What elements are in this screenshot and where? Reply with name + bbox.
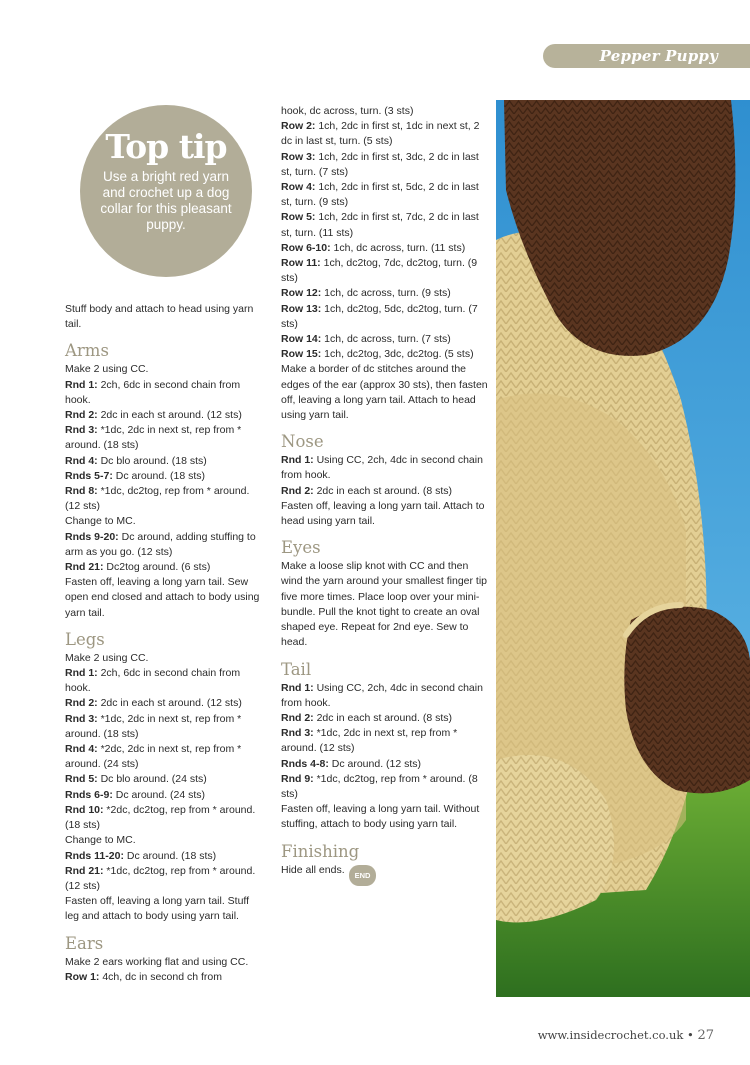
instruction-line — [281, 726, 489, 756]
instruction-label: Row 1: — [65, 970, 100, 983]
instruction-text: 1ch, dc2tog, 3dc, dc2tog. (5 sts) — [321, 348, 474, 361]
instruction-text: Dc around. (24 sts) — [112, 788, 206, 801]
legs-instructions — [65, 651, 265, 925]
ears-heading: Ears — [65, 933, 104, 953]
instruction-text: 1ch, dc2tog, 5dc, dc2tog, turn. (7 sts) — [281, 302, 478, 330]
instruction-label: Rnd 1: — [281, 454, 314, 467]
ears-instructions-continued — [281, 104, 489, 423]
instruction-label: Rnd 1: — [65, 378, 98, 391]
puppy-photo — [496, 100, 750, 997]
instruction-line — [281, 332, 489, 347]
instruction-label: Row 15: — [281, 348, 322, 361]
instruction-label: Rnds 6-9: — [65, 788, 113, 801]
instruction-text: *2dc, dc2tog, rep from * around. (18 sts) — [65, 803, 256, 832]
page-footer — [538, 1028, 714, 1043]
instruction-label: Rnd 4: — [65, 454, 98, 467]
instruction-label: Rnd 5: — [65, 773, 98, 786]
nose-instructions — [281, 453, 489, 529]
instruction-label: Rnd 3: — [65, 712, 98, 725]
instruction-label: Rnd 3: — [281, 727, 314, 740]
instruction-text: 1ch, dc2tog, 7dc, dc2tog, turn. (9 sts) — [281, 257, 478, 285]
instruction-label: Row 14: — [281, 333, 322, 346]
instruction-text: *2dc, 2dc in next st, rep from * around. (24 sts) — [65, 743, 242, 771]
eyes-heading: Eyes — [281, 538, 321, 558]
instruction-label: Row 4: — [281, 181, 316, 194]
top-tip-title: Top tip — [105, 127, 227, 166]
instruction-text: *1dc, dc2tog, rep from * around. (8 sts) — [281, 772, 478, 800]
instruction-text: 2ch, 6dc in second chain from hook. — [65, 378, 241, 406]
instruction-text: Change to MC. — [65, 834, 136, 847]
instruction-line — [65, 803, 265, 833]
instruction-label: Rnd 8: — [65, 485, 98, 498]
instruction-text: 1ch, dc across, turn. (7 sts) — [321, 333, 451, 346]
instruction-line — [65, 514, 265, 529]
instruction-text: *1dc, 2dc in next st, rep from * around. (18 sts) — [65, 424, 242, 452]
instruction-line — [281, 119, 489, 149]
instruction-line — [281, 499, 489, 529]
nose-heading: Nose — [281, 432, 324, 452]
instruction-line — [281, 150, 489, 180]
instruction-label: Rnds 5-7: — [65, 469, 113, 482]
instruction-line — [281, 711, 489, 726]
instruction-line — [281, 757, 489, 772]
instruction-line — [65, 833, 265, 848]
instruction-label: Rnd 3: — [65, 424, 98, 437]
instruction-label: Rnd 1: — [281, 681, 314, 694]
arms-instructions — [65, 362, 265, 620]
top-tip-circle — [80, 105, 252, 277]
instruction-text: *1dc, 2dc in next st, rep from * around. (18 sts) — [65, 712, 242, 740]
instruction-line — [65, 575, 265, 621]
instruction-line — [65, 894, 265, 924]
instruction-text: Change to MC. — [65, 515, 136, 528]
instruction-line — [281, 802, 489, 832]
instruction-line — [65, 378, 265, 408]
instruction-label: Rnd 2: — [65, 409, 98, 422]
instruction-text: Make a loose slip knot with CC and then wind the yarn around your smallest finger tip five more times. Place loop over your mini-bundle. Pull the knot tight to create an oval shaped eye. Repeat for 2nd eye. Sew to head. — [281, 560, 488, 649]
footer-url: www.insidecrochet.co.uk — [537, 1028, 684, 1042]
instruction-text: Make 2 using CC. — [65, 651, 149, 664]
instruction-line — [65, 849, 265, 864]
instruction-label: Rnd 21: — [65, 864, 104, 877]
instruction-label: Rnd 21: — [65, 561, 104, 574]
finishing-instructions — [281, 863, 489, 886]
instruction-text: Dc blo around. (18 sts) — [97, 454, 207, 467]
instruction-text: 1ch, 2dc in first st, 1dc in next st, 2 dc in last st, turn. (5 sts) — [281, 120, 480, 148]
instruction-line — [281, 210, 489, 240]
instruction-label: Rnd 1: — [65, 667, 98, 680]
instruction-line — [65, 772, 265, 787]
instruction-text: Fasten off, leaving a long yarn tail. Sew open end closed and attach to body using yarn tail. — [65, 576, 260, 619]
instruction-text: 2dc in each st around. (8 sts) — [313, 711, 452, 724]
instruction-text: 2dc in each st around. (12 sts) — [97, 409, 242, 422]
instruction-line — [281, 241, 489, 256]
puppy-illustration — [496, 100, 750, 997]
instruction-text: hook, dc across, turn. (3 sts) — [281, 105, 414, 117]
end-badge: END — [349, 865, 377, 886]
instruction-line — [65, 712, 265, 742]
instruction-line — [281, 484, 489, 499]
instruction-text: Using CC, 2ch, 4dc in second chain from hook. — [281, 681, 483, 709]
footer-bullet: • — [687, 1028, 694, 1042]
instruction-text: 1ch, dc across, turn. (9 sts) — [321, 287, 451, 300]
instruction-text: 4ch, dc in second ch from — [99, 970, 222, 983]
top-tip-text: Use a bright red yarn and crochet up a dog collar for this pleasant puppy. — [100, 169, 232, 232]
instruction-label: Rnd 2: — [281, 484, 314, 497]
intro-text: Stuff body and attach to head using yarn tail. — [65, 303, 254, 331]
instruction-text: Make a border of dc stitches around the edges of the ear (approx 30 sts), then fasten off, leaving a long yarn tail. Attach to head using yarn tail. — [281, 363, 488, 422]
tail-heading: Tail — [281, 659, 312, 679]
instruction-line — [65, 484, 265, 514]
instruction-line — [281, 347, 489, 362]
instruction-text: Dc around. (12 sts) — [328, 757, 422, 770]
instruction-text: 1ch, dc across, turn. (11 sts) — [330, 241, 466, 254]
instruction-line — [281, 302, 489, 332]
instruction-text: Dc2tog around. (6 sts) — [103, 561, 211, 574]
instruction-text: Fasten off, leaving a long yarn tail. Stuff leg and attach to body using yarn tail. — [65, 895, 250, 923]
instruction-line — [281, 256, 489, 286]
instruction-line — [281, 286, 489, 301]
instruction-line — [65, 454, 265, 469]
instruction-label: Rnd 10: — [65, 803, 104, 816]
instruction-label: Rnds 9-20: — [65, 530, 119, 543]
arms-heading: Arms — [65, 341, 109, 361]
instruction-line — [65, 560, 265, 575]
instruction-text: 2ch, 6dc in second chain from hook. — [65, 667, 241, 695]
instruction-text: Dc around. (18 sts) — [112, 469, 206, 482]
instruction-label: Rnds 11-20: — [65, 849, 124, 862]
legs-heading: Legs — [65, 629, 105, 649]
instruction-text: Using CC, 2ch, 4dc in second chain from hook. — [281, 454, 483, 482]
instruction-text: *1dc, dc2tog, rep from * around. (12 sts) — [65, 864, 256, 892]
instruction-line — [281, 681, 489, 711]
instruction-text: 2dc in each st around. (8 sts) — [313, 484, 452, 497]
instruction-line — [65, 423, 265, 453]
instruction-text: *1dc, 2dc in next st, rep from * around. (12 sts) — [281, 727, 458, 755]
instruction-line — [65, 362, 265, 377]
finishing-text: Hide all ends. — [281, 863, 345, 876]
eyes-instructions — [281, 559, 489, 650]
instruction-line — [65, 955, 265, 970]
tail-instructions — [281, 681, 489, 833]
instruction-label: Row 11: — [281, 257, 321, 270]
instruction-line — [281, 104, 489, 119]
instruction-label: Rnds 4-8: — [281, 757, 329, 770]
instruction-text: Fasten off, leaving a long yarn tail. Attach to head using yarn tail. — [281, 499, 485, 528]
instruction-line — [281, 362, 489, 423]
left-column — [65, 302, 265, 985]
instruction-text: 2dc in each st around. (12 sts) — [97, 697, 242, 710]
instruction-line — [65, 742, 265, 772]
instruction-line — [65, 408, 265, 423]
instruction-label: Row 12: — [281, 287, 322, 300]
instruction-line — [281, 180, 489, 210]
instruction-text: 1ch, 2dc in first st, 7dc, 2 dc in last st, turn. (11 sts) — [281, 211, 479, 239]
instruction-text: 1ch, 2dc in first st, 5dc, 2 dc in last st, turn. (9 sts) — [281, 181, 479, 209]
instruction-label: Rnd 9: — [281, 772, 314, 785]
instruction-line — [281, 772, 489, 802]
ears-instructions — [65, 955, 265, 985]
instruction-label: Rnd 2: — [65, 697, 98, 710]
instruction-label: Rnd 4: — [65, 743, 98, 756]
instruction-line — [65, 666, 265, 696]
instruction-line — [65, 530, 265, 560]
instruction-line — [65, 651, 265, 666]
instruction-line — [281, 559, 489, 650]
instruction-label: Row 5: — [281, 211, 316, 224]
instruction-text: Dc blo around. (24 sts) — [97, 773, 207, 786]
instruction-line — [65, 864, 265, 894]
instruction-text: Make 2 using CC. — [65, 363, 149, 376]
finishing-heading: Finishing — [281, 841, 360, 861]
instruction-line — [65, 788, 265, 803]
page-number: 27 — [697, 1028, 714, 1043]
instruction-text: 1ch, 2dc in first st, 3dc, 2 dc in last st, turn. (7 sts) — [281, 150, 479, 178]
instruction-text: Make 2 ears working flat and using CC. — [65, 955, 249, 968]
instruction-label: Row 2: — [281, 120, 316, 133]
instruction-text: Dc around. (18 sts) — [123, 849, 217, 862]
instruction-label: Row 3: — [281, 150, 316, 163]
instruction-label: Row 13: — [281, 302, 322, 315]
middle-column — [281, 104, 489, 886]
header-title: Pepper Puppy — [599, 47, 718, 65]
instruction-label: Rnd 2: — [281, 711, 314, 724]
instruction-line — [65, 469, 265, 484]
instruction-line — [65, 970, 265, 985]
header-banner — [543, 44, 750, 68]
instruction-text: Dc around, adding stuffing to arm as you go. (12 sts) — [65, 530, 256, 558]
instruction-text: *1dc, dc2tog, rep from * around. (12 sts) — [65, 485, 250, 513]
instruction-text: Fasten off, leaving a long yarn tail. Without stuffing, attach to body using yarn tail. — [281, 803, 480, 831]
instruction-line — [65, 696, 265, 711]
instruction-line — [281, 453, 489, 483]
instruction-label: Row 6-10: — [281, 241, 331, 254]
